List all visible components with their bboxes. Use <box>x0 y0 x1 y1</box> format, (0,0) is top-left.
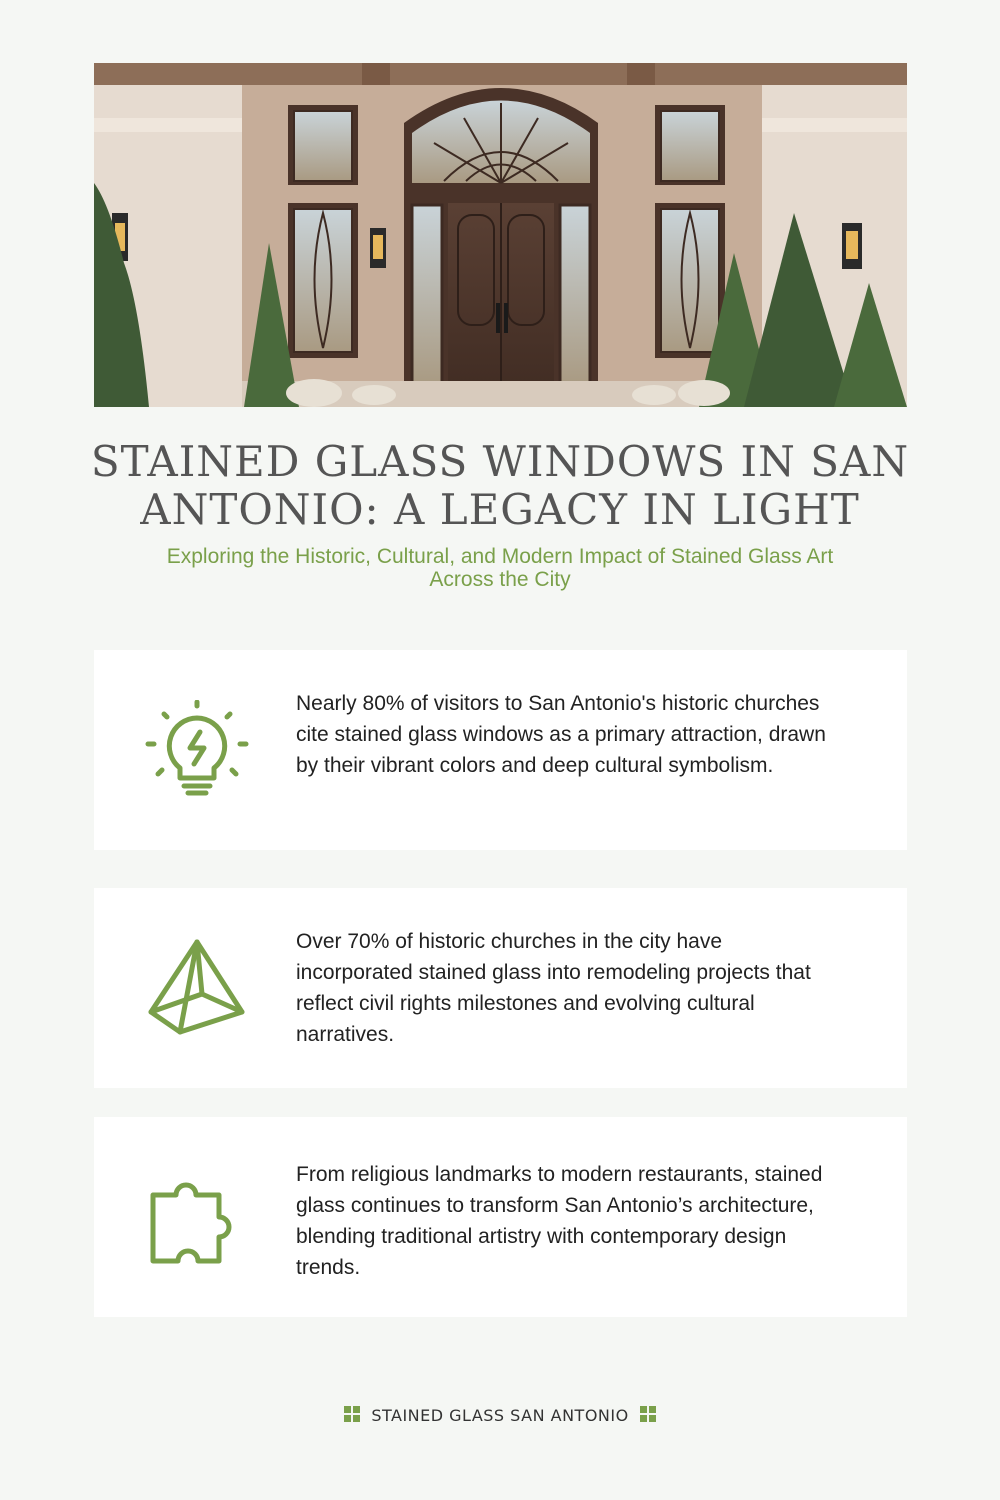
stat-text: From religious landmarks to modern restaurants, stained glass continues to transform San Antonio’s architecture, blending traditional artistry with contemporary design trends. <box>296 1163 823 1279</box>
lightbulb-icon <box>142 700 252 800</box>
front-door-illustration <box>94 63 907 407</box>
page-title: STAINED GLASS WINDOWS IN SAN ANTONIO: A LEGACY IN LIGHT <box>90 437 910 534</box>
page-subtitle: Exploring the Historic, Cultural, and Modern Impact of Stained Glass Art Across the City <box>166 545 834 591</box>
brand-name: STAINED GLASS SAN ANTONIO <box>371 1406 629 1425</box>
stat-card-visitors <box>94 650 907 850</box>
hero-image <box>94 63 907 407</box>
footer-brand <box>0 1405 1000 1426</box>
stat-card-architecture <box>94 1117 907 1317</box>
stat-text: Over 70% of historic churches in the city have incorporated stained glass into remodeling projects that reflect civil rights milestones and evolving cultural narratives. <box>296 930 811 1046</box>
stained-glass-grid-icon <box>344 1406 360 1426</box>
puzzle-piece-icon <box>142 1167 252 1267</box>
stained-glass-grid-icon <box>640 1406 656 1426</box>
stat-text: Nearly 80% of visitors to San Antonio's historic churches cite stained glass windows as a primary attraction, drawn by their vibrant colors and deep cultural symbolism. <box>296 692 826 777</box>
pyramid-icon <box>142 938 252 1038</box>
stat-card-churches <box>94 888 907 1088</box>
